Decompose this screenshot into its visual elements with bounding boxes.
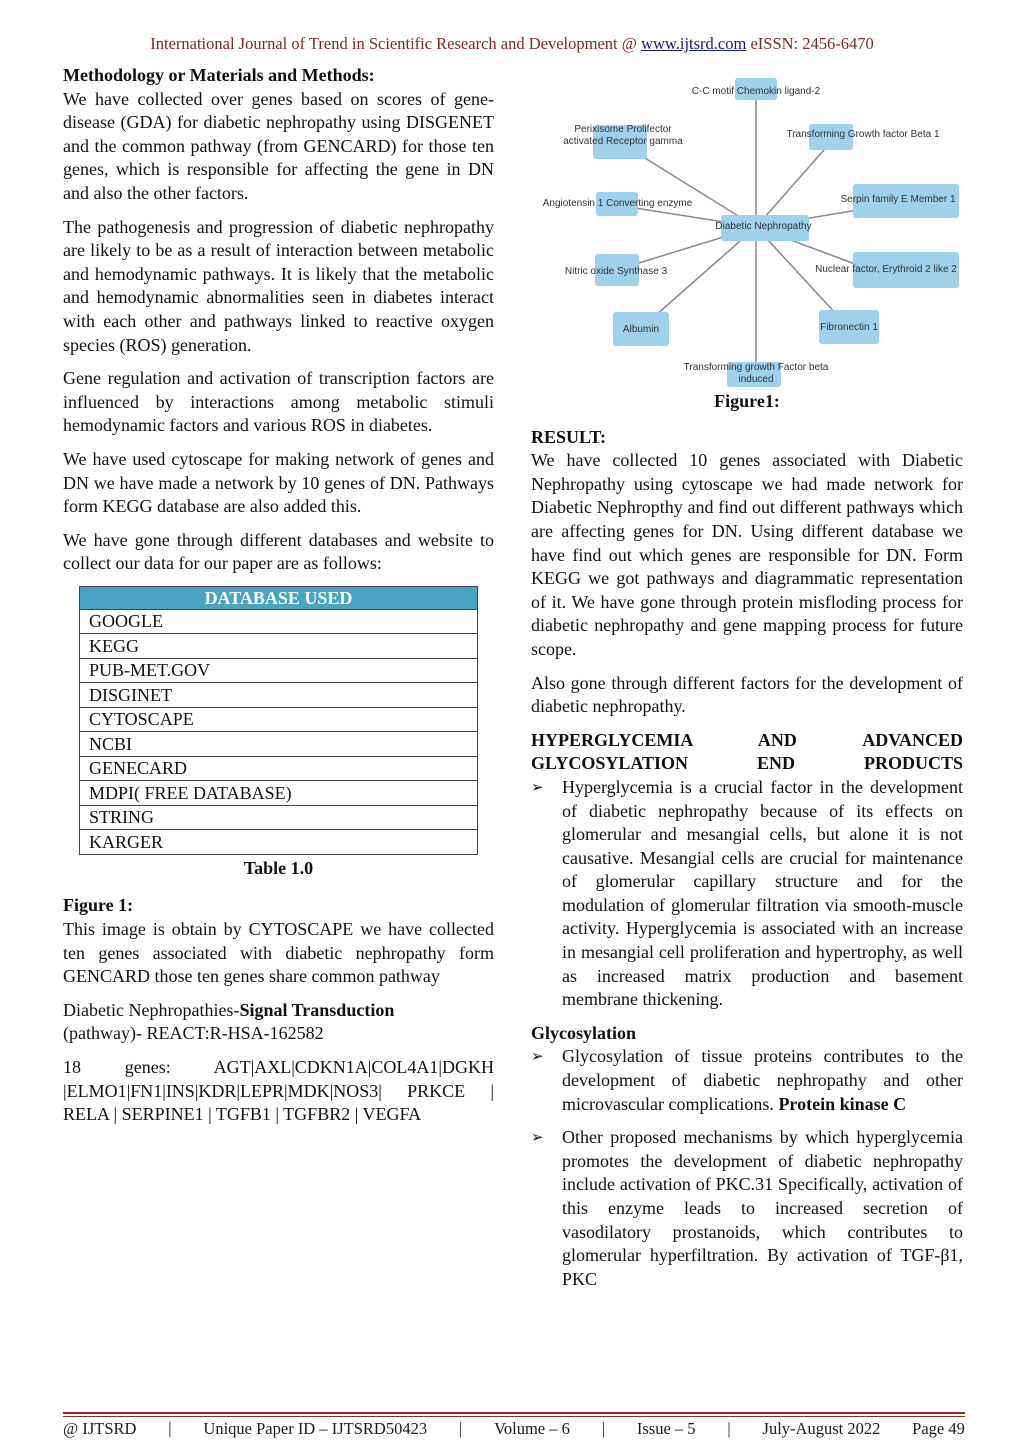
pathway-line [63,999,494,1046]
footer-journal: @ IJTSRD [63,1419,137,1438]
page-footer [63,1419,965,1439]
database-table-header: DATABASE USED [80,586,478,609]
network-label: Nuclear factor, Erythroid 2 like 2 [815,264,957,275]
arrow-bullet-icon: ➢ [531,1047,544,1066]
methods-heading: Methodology or Materials and Methods: [63,65,375,85]
footer-volume: Volume – 6 [494,1419,570,1438]
table-row [80,707,478,732]
table-row [80,634,478,659]
figure-caption: Figure1: [714,391,780,411]
network-label: Albumin [622,324,660,335]
gene-list: 18 genes: AGT|AXL|CDKN1A|COL4A1|DGKH |ELMO1|FN1|INS|KDR|LEPR|MDK|NOS3| PRKCE | RELA | SERPINE1 | TGFB1 | TGFBR2 | VEGFA [63,1057,494,1125]
table-row [80,609,478,634]
network-label: C-C motif Chemokin ligand-2 [691,86,821,97]
list-item [531,1045,963,1116]
table-caption: Table 1.0 [243,857,314,878]
table-row [80,658,478,683]
methods-paragraph-3: Gene regulation and activation of transcription factors are influenced by interactions among metabolic stimuli hemodynamic factors and various ROS in diabetes. [63,368,494,436]
pathway-bold: Signal Transduction [239,999,395,1020]
footer-separator: | [168,1419,172,1438]
table-cell: KARGER [80,830,478,855]
network-label: Serpin family E Member 1 [840,194,956,205]
table-cell: GENECARD [80,756,478,781]
result-paragraph-1: We have collected 10 genes associated with Diabetic Nephropathy using cytoscape we had made network for Diabetic Nephropthy and find out different pathways which are affecting genes for DN. Using different database we have find out which genes are responsible for DN. Form KEGG we got pathways and diagrammatic representation of it. We have gone through protein misfloding process for diabetic nephropathy and gene mapping process for future scope. [531,450,963,659]
hyperglycemia-list [531,776,963,1012]
table-cell: CYTOSCAPE [80,707,478,732]
right-column [531,64,963,1301]
network-label: Nitric oxide Synthase 3 [564,266,668,277]
footer-separator: | [458,1419,463,1438]
network-diagram [531,72,963,387]
list-item-text: Hyperglycemia is a crucial factor in the development of diabetic nephropathy because of its effects on glomerular and mesangial cells, but alone it is not causative. Mesangial cells are crucial for maintenance of glomerular capillary structure and for the modulation of glomerular filtration via smooth-muscle activity. Hyperglycemia is associated with an increase in mesangial cell proliferation and hypertrophy, as well as increased matrix production and basement membrane thickening. [562,776,963,1010]
methods-paragraph-5: We have gone through different databases and website to collect our data for our paper are as follows: [63,529,494,574]
table-row [80,805,478,830]
table-cell: DISGINET [80,683,478,708]
table-cell: STRING [80,805,478,830]
left-column [63,64,494,1137]
footer-rule [63,1416,965,1417]
page-header [0,34,1024,54]
list-item [531,776,963,1012]
list-item-bold: Protein kinase C [778,1093,907,1114]
glycosylation-list [531,1045,963,1291]
arrow-bullet-icon: ➢ [531,777,544,796]
list-item-text: Glycosylation of tissue proteins contributes to the development of diabetic nephropathy and other microvascular complications. [562,1046,963,1114]
network-label-center: Diabetic Nephropathy [715,221,812,232]
footer-separator: | [727,1419,731,1438]
arrow-bullet-icon: ➢ [531,1128,544,1147]
result-paragraph-2: Also gone through different factors for the development of diabetic nephropathy. [531,672,963,717]
network-label: Perixisome Prolifector activated Receptor gamma [563,124,683,147]
list-item [531,1126,963,1291]
figure-description: This image is obtain by CYTOSCAPE we have collected ten genes associated with diabetic nephropathy form GENCARD those ten genes share common pathway [63,919,494,987]
table-cell: KEGG [80,634,478,659]
glycosylation-heading: Glycosylation [531,1022,637,1043]
figure-heading: Figure 1: [63,895,134,916]
network-label: Fibronectin 1 [820,322,878,333]
result-heading: RESULT: [531,426,607,447]
list-item-text: Other proposed mechanisms by which hyperglycemia promotes the development of diabetic nephropathy include activation of PKC.31 Specifically, activation of this enzyme leads to increased secretion of vasodilatory prostanoids, which contributes to glomerular hyperfiltration. By activation of TGF-β1, PKC [562,1127,963,1289]
table-cell: PUB-MET.GOV [80,658,478,683]
pathway-suffix: (pathway)- REACT:R-HSA-162582 [63,1023,324,1044]
table-cell: GOOGLE [80,609,478,634]
table-cell: NCBI [80,732,478,757]
network-label: Angiotensin 1 Converting enzyme [542,198,693,209]
footer-separator: | [601,1419,606,1438]
network-label: Transforming Growth factor Beta 1 [786,129,940,140]
network-label: Transforming growth Factor beta induced [683,362,829,385]
methods-paragraph-4: We have used cytoscape for making network of genes and DN we have made a network by 10 genes of DN. Pathways form KEGG database are also added this. [63,448,494,517]
table-cell: MDPI( FREE DATABASE) [80,781,478,806]
footer-issue: Issue – 5 [636,1419,696,1438]
methods-paragraph-2: The pathogenesis and progression of diabetic nephropathy are likely to be as a result of interaction between metabolic and hemodynamic pathways. It is likely that the metabolic and hemodynamic abnormalities seen in diabetes interact with each other and pathways linked to reactive oxygen species (ROS) generation. [63,216,494,355]
journal-name: International Journal of Trend in Scientific Research and Development @ [150,34,637,53]
table-row [80,781,478,806]
table-row [80,732,478,757]
table-row [80,683,478,708]
footer-page: Page 49 [912,1419,965,1438]
issn: eISSN: 2456-6470 [750,34,874,53]
pathway-prefix: Diabetic Nephropathies- [63,999,240,1020]
methods-paragraph-1: We have collected over genes based on scores of gene-disease (GDA) for diabetic nephropathy using DISGENET and the common pathway (from GENCARD) for those ten genes, which is responsible for affecting the gene in DN and also the other factors. [63,88,494,203]
hyperglycemia-heading: HYPERGLYCEMIA AND ADVANCED GLYCOSYLATION END PRODUCTS [531,729,963,774]
footer-paper-id: Unique Paper ID – IJTSRD50423 [203,1419,428,1438]
journal-url-link[interactable]: www.ijtsrd.com [641,34,747,53]
footer-date: July-August 2022 [762,1419,881,1438]
footer-rule [63,1412,965,1414]
database-table [79,586,478,855]
table-row [80,756,478,781]
table-row [80,830,478,855]
